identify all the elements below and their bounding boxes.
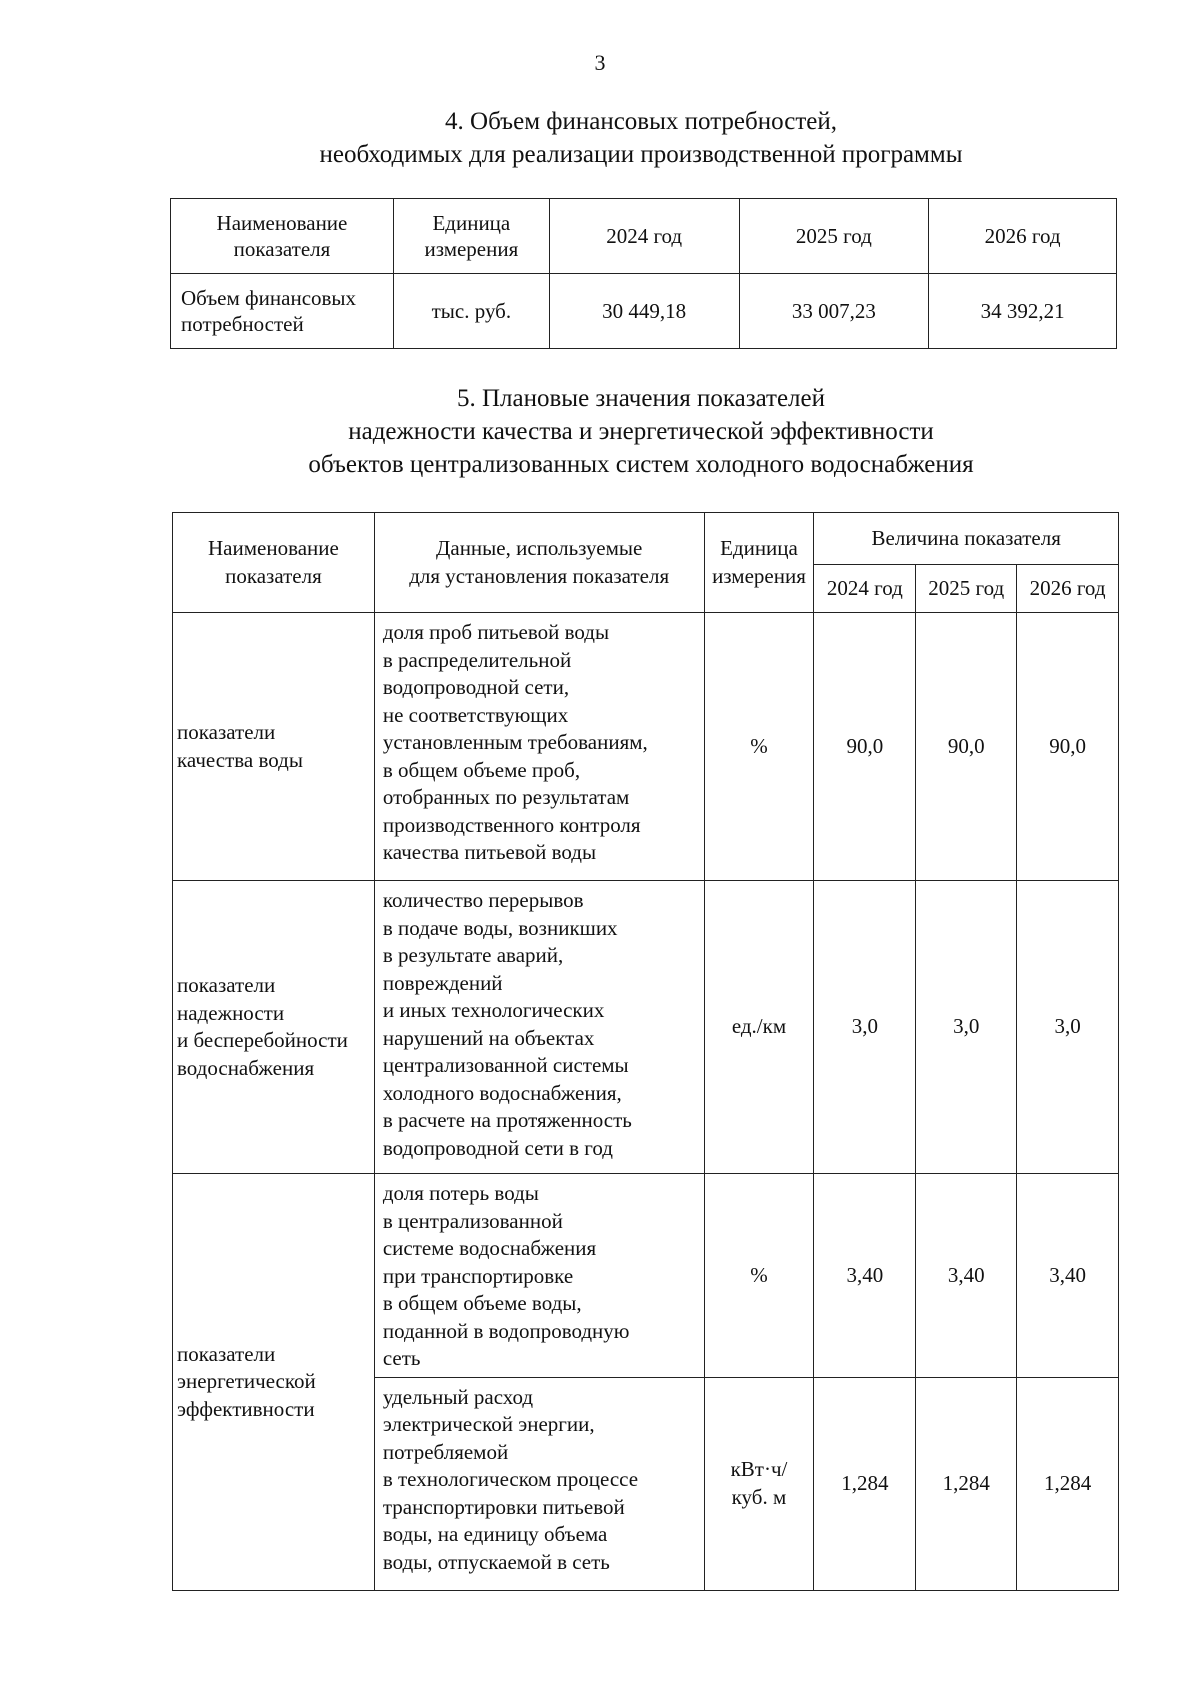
- value-2026: 34 392,21: [929, 274, 1117, 349]
- unit-line: кВт·ч/: [730, 1457, 788, 1481]
- value-2024: 3,0: [814, 881, 916, 1174]
- row-name: [173, 613, 375, 881]
- page-number: 3: [594, 50, 606, 75]
- header-value: Величина показателя: [814, 513, 1119, 565]
- row-unit: ед./км: [704, 881, 814, 1174]
- header-name: [171, 199, 394, 274]
- row-data: [374, 1377, 704, 1590]
- header-2026: 2026 год: [1017, 565, 1119, 613]
- section-5-title-line: надежности качества и энергетической эффективности: [348, 418, 934, 445]
- row-data: [374, 881, 704, 1174]
- row-name-line: показатели: [177, 720, 276, 744]
- data-line: в общем объеме проб,: [382, 757, 581, 782]
- header-data: [374, 513, 704, 613]
- section-5-title: [160, 382, 1122, 481]
- data-line: в общем объеме воды,: [382, 1291, 582, 1315]
- header-name: [173, 513, 375, 613]
- data-line: водопроводной сети,: [382, 675, 570, 699]
- section-4-title-line: 4. Объем финансовых потребностей,: [445, 108, 837, 135]
- data-line: электрической энергии,: [382, 1412, 595, 1436]
- header-2024: 2024 год: [814, 565, 916, 613]
- row-name-line: водоснабжения: [177, 1055, 315, 1080]
- table-row: [171, 274, 1117, 349]
- table-row: [173, 1174, 1119, 1378]
- header-line: измерения: [712, 563, 806, 588]
- value-2025: 33 007,23: [739, 274, 929, 349]
- row-data: [374, 613, 704, 881]
- table-row: [173, 613, 1119, 881]
- data-line: централизованной системы: [382, 1053, 629, 1077]
- data-line: удельный расход: [382, 1384, 534, 1409]
- data-line: и иных технологических: [382, 998, 605, 1022]
- header-line: Наименование: [216, 211, 348, 235]
- section-4-title-line: необходимых для реализации производственной программы: [319, 141, 963, 168]
- row-name: [171, 274, 394, 349]
- value-2026: 1,284: [1017, 1377, 1119, 1590]
- row-name-line: эффективности: [177, 1396, 315, 1421]
- header-line: измерения: [424, 237, 519, 261]
- header-2025: 2025 год: [739, 199, 929, 274]
- value-2025: 1,284: [916, 1377, 1017, 1590]
- header-unit: [704, 513, 814, 613]
- row-name-line: энергетической: [177, 1369, 316, 1393]
- section-5-title-line: объектов централизованных систем холодного водоснабжения: [308, 451, 974, 478]
- data-line: в результате аварий,: [382, 943, 564, 967]
- table-header-row: [173, 513, 1119, 565]
- data-line: количество перерывов: [382, 888, 584, 912]
- data-line: в централизованной: [382, 1208, 563, 1233]
- value-2025: 3,0: [916, 881, 1017, 1174]
- data-line: производственного контроля: [382, 812, 641, 837]
- data-line: поданной в водопроводную: [382, 1318, 630, 1343]
- value-2026: 90,0: [1017, 613, 1119, 881]
- value-2026: 3,40: [1017, 1174, 1119, 1378]
- data-line: установленным требованиям,: [382, 730, 648, 754]
- row-unit: [704, 1377, 814, 1590]
- header-line: для установления показателя: [409, 563, 670, 588]
- row-name: [173, 1174, 375, 1591]
- section-5-title-line: 5. Плановые значения показателей: [456, 385, 826, 412]
- row-name-line: надежности: [177, 1000, 285, 1025]
- value-2025: 3,40: [916, 1174, 1017, 1378]
- data-line: доля потерь воды: [382, 1181, 539, 1205]
- header-line: Данные, используемые: [436, 536, 643, 560]
- header-2025: 2025 год: [916, 565, 1017, 613]
- value-2024: 3,40: [814, 1174, 916, 1378]
- value-2024: 90,0: [814, 613, 916, 881]
- data-line: сеть: [382, 1346, 421, 1370]
- data-line: отобранных по результатам: [382, 785, 630, 809]
- row-name-line: Объем финансовых: [181, 286, 357, 310]
- header-2024: 2024 год: [549, 199, 739, 274]
- header-2026: 2026 год: [929, 199, 1117, 274]
- data-line: водопроводной сети в год: [382, 1135, 613, 1160]
- row-unit: %: [704, 613, 814, 881]
- header-unit: [393, 199, 549, 274]
- data-line: потребляемой: [382, 1439, 509, 1464]
- value-2024: 1,284: [814, 1377, 916, 1590]
- data-line: воды, отпускаемой в сеть: [382, 1549, 610, 1574]
- indicators-table: [172, 512, 1119, 1591]
- header-line: Единица: [432, 211, 511, 235]
- data-line: в распределительной: [382, 647, 572, 672]
- header-line: показателя: [233, 237, 331, 261]
- data-line: нарушений на объектах: [382, 1025, 595, 1050]
- data-line: в подаче воды, возникших: [382, 915, 618, 940]
- table-row: [173, 881, 1119, 1174]
- data-line: холодного водоснабжения,: [382, 1080, 622, 1105]
- value-2026: 3,0: [1017, 881, 1119, 1174]
- row-name: [173, 881, 375, 1174]
- row-unit: %: [704, 1174, 814, 1378]
- row-name-line: потребностей: [181, 312, 304, 336]
- unit-line: куб. м: [731, 1484, 787, 1509]
- data-line: повреждений: [382, 970, 503, 995]
- data-line: в расчете на протяженность: [382, 1108, 632, 1132]
- row-unit: тыс. руб.: [393, 274, 549, 349]
- data-line: системе водоснабжения: [382, 1236, 597, 1260]
- data-line: воды, на единицу объема: [382, 1522, 608, 1546]
- header-line: показателя: [225, 563, 322, 588]
- data-line: доля проб питьевой воды: [382, 620, 610, 644]
- value-2024: 30 449,18: [549, 274, 739, 349]
- header-line: Наименование: [208, 536, 339, 560]
- data-line: транспортировки питьевой: [382, 1494, 625, 1519]
- table-header-row: [171, 199, 1117, 274]
- row-name-line: показатели: [177, 1341, 276, 1366]
- data-line: при транспортировке: [382, 1263, 574, 1288]
- row-name-line: и бесперебойности: [177, 1028, 348, 1052]
- value-2025: 90,0: [916, 613, 1017, 881]
- header-line: Единица: [720, 536, 798, 560]
- row-data: [374, 1174, 704, 1378]
- data-line: не соответствующих: [382, 702, 569, 727]
- row-name-line: показатели: [177, 973, 276, 997]
- financial-needs-table: [170, 198, 1117, 349]
- data-line: качества питьевой воды: [382, 840, 597, 864]
- data-line: в технологическом процессе: [382, 1467, 639, 1491]
- row-name-line: качества воды: [177, 747, 303, 772]
- section-4-title: [160, 105, 1122, 171]
